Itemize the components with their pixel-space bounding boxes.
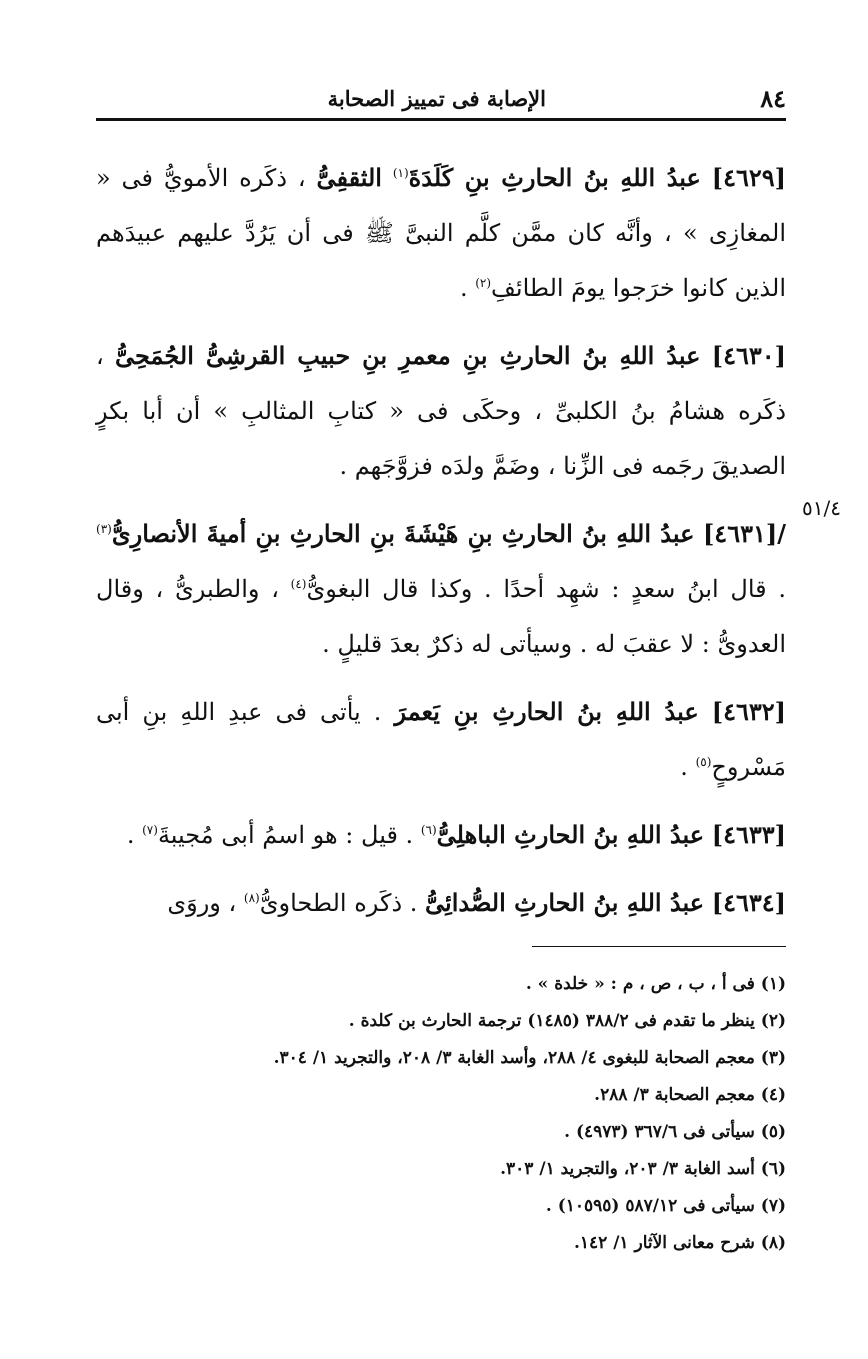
footnote-ref: (٢) [475, 276, 492, 290]
footnote-ref: (٧) [142, 823, 158, 837]
entry-text-continued: ، والطبرىُّ ، وقال العدوىُّ : لا عقبَ له . وسيأتى له ذكرٌ بعدَ قليلٍ . [96, 575, 786, 658]
entry-number: /[٤٦٣١] [702, 519, 786, 548]
page-header [96, 78, 786, 121]
footnote-8: (٨) شرح معانى الآثار ١/ ١٤٢. [573, 1233, 786, 1253]
entry-name: عبدُ اللهِ بنُ الحارثِ الباهلِىُّ [436, 820, 705, 849]
entry-name: عبدُ اللهِ بنُ الحارثِ بنِ هَيْشَةَ بنِ الحارثِ بنِ أميةَ الأنصارِىُّ [111, 519, 695, 548]
page-number: ٨٤ [760, 84, 786, 113]
entry-4634 [96, 875, 786, 931]
entry-text: . قال ابنُ سعدٍ : شهِد أحدًا . وكذا قال البغوىُّ [306, 575, 786, 603]
margin-volume-page-note: ٥١/٤ [802, 496, 841, 520]
entry-tail: . [459, 274, 468, 302]
entry-name: عبدُ اللهِ بنُ الحارثِ الصُّدائِىُّ [425, 888, 705, 917]
entry-name: عبدُ اللهِ بنُ الحارثِ بنِ يَعمرَ [394, 697, 699, 726]
entry-4633 [96, 807, 786, 863]
footnote-ref: (٦) [420, 823, 437, 837]
footnote-1: (١) فى أ ، ب ، ص ، م : « خلدة » . [525, 974, 786, 994]
entry-4631 [96, 506, 786, 672]
footnote-2: (٢) ينظر ما تقدم فى ٣٨٨/٢ (١٤٨٥) ترجمة الحارث بن كلدة . [348, 1011, 786, 1031]
entry-tail: ، وروَى [167, 889, 237, 917]
main-text [96, 150, 786, 943]
entry-tail: . [680, 753, 688, 781]
entry-4629 [96, 150, 786, 316]
footnote-6: (٦) أسد الغابة ٣/ ٢٠٣، والتجريد ١/ ٣٠٣. [500, 1159, 786, 1179]
entry-name: عبدُ اللهِ بنُ الحارثِ بنِ معمرِ بنِ حبيبِ القرشِىُّ الجُمَحِىُّ [115, 341, 701, 370]
footnote-ref: (٤) [290, 577, 307, 591]
footnote-3: (٣) معجم الصحابة للبغوى ٤/ ٢٨٨، وأسد الغابة ٣/ ٢٠٨، والتجريد ١/ ٣٠٤. [273, 1048, 786, 1068]
entry-number: [٤٦٢٩] [711, 163, 786, 192]
footnote-7: (٧) سيأتى فى ٥٨٧/١٢ (١٠٥٩٥) . [545, 1196, 786, 1216]
footnote-ref: (٥) [695, 755, 712, 769]
entry-number: [٤٦٣٤] [711, 888, 786, 917]
entry-text: ، ذكَره هشامُ بنُ الكلبىِّ ، وحكَى فى « كتابِ المثالبِ » أن أبا بكرٍ الصديقَ رجَمه فى الزِّنا ، وضَمَّ ولدَه فزوَّجَهم . [96, 342, 786, 480]
entry-tail: . [126, 821, 135, 849]
running-title: الإصابة فى تمييز الصحابة [327, 86, 546, 111]
entry-name: عبدُ اللهِ بنُ الحارثِ بنِ كَلَدَةَ [408, 163, 701, 192]
footnotes [96, 966, 786, 1262]
footnote-ref: (٨) [243, 891, 260, 905]
footnote-5: (٥) سيأتى فى ٣٦٧/٦ (٤٩٧٣) . [564, 1122, 786, 1142]
entry-number: [٤٦٣٢] [711, 697, 787, 726]
footnote-ref: (٣) [96, 522, 112, 536]
footnote-separator [532, 946, 786, 947]
entry-text: . يأتى فى عبدِ اللهِ بنِ أبى مَسْروحٍ [96, 698, 786, 781]
entry-text: . قيل : هو اسمُ أبى مُجيبةَ [157, 821, 414, 849]
entry-4632 [96, 684, 786, 795]
footnote-4: (٤) معجم الصحابة ٣/ ٢٨٨. [594, 1085, 786, 1105]
entry-text: . ذكَره الطحاوىُّ [259, 889, 418, 917]
entry-number: [٤٦٣٠] [711, 341, 786, 370]
footnote-ref: (١) [392, 166, 409, 180]
entry-name-nisba: الثقفِىُّ [316, 163, 382, 192]
entry-4630 [96, 328, 786, 494]
entry-text: ، ذكَره الأمويُّ فى « المغازِى » ، وأنَّه كان ممَّن كلَّم النبىَّ ﷺ فى أن يَرُدَّ عليهم عبيدَهم الذين كانوا خرَجوا يومَ الطائفِ [96, 164, 786, 302]
entry-number: [٤٦٣٣] [711, 820, 786, 849]
